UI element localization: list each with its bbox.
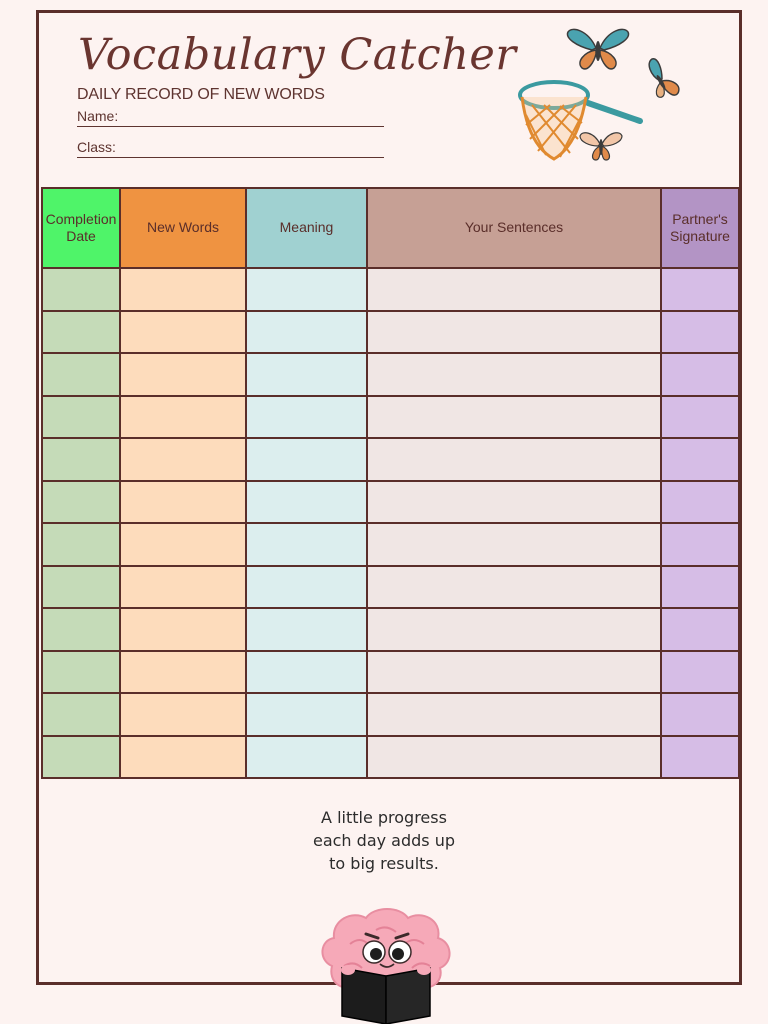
signature-cell[interactable] [661, 608, 739, 651]
table-row [42, 608, 739, 651]
new-words-cell[interactable] [120, 311, 246, 354]
sentences-cell[interactable] [367, 736, 661, 779]
new-words-cell[interactable] [120, 566, 246, 609]
class-label: Class: [77, 139, 116, 155]
completion-date-cell[interactable] [42, 481, 120, 524]
butterfly-icon [578, 128, 624, 164]
table-row [42, 651, 739, 694]
table-row [42, 736, 739, 779]
meaning-cell[interactable] [246, 651, 367, 694]
column-header-partners-signature: Partner's Signature [661, 188, 739, 268]
table-row [42, 481, 739, 524]
new-words-cell[interactable] [120, 438, 246, 481]
completion-date-cell[interactable] [42, 736, 120, 779]
signature-cell[interactable] [661, 438, 739, 481]
completion-date-cell[interactable] [42, 608, 120, 651]
motivational-quote [234, 806, 534, 875]
table-row [42, 693, 739, 736]
new-words-cell[interactable] [120, 353, 246, 396]
new-words-cell[interactable] [120, 693, 246, 736]
name-field[interactable] [77, 126, 384, 127]
sentences-cell[interactable] [367, 651, 661, 694]
name-label: Name: [77, 108, 119, 124]
signature-cell[interactable] [661, 651, 739, 694]
signature-cell[interactable] [661, 268, 739, 311]
meaning-cell[interactable] [246, 693, 367, 736]
new-words-cell[interactable] [120, 736, 246, 779]
meaning-cell[interactable] [246, 608, 367, 651]
signature-cell[interactable] [661, 523, 739, 566]
meaning-cell[interactable] [246, 566, 367, 609]
column-header-meaning: Meaning [246, 188, 367, 268]
column-header-your-sentences: Your Sentences [367, 188, 661, 268]
table-row [42, 311, 739, 354]
sentences-cell[interactable] [367, 268, 661, 311]
completion-date-cell[interactable] [42, 438, 120, 481]
meaning-cell[interactable] [246, 438, 367, 481]
table-row [42, 268, 739, 311]
column-header-new-words: New Words [120, 188, 246, 268]
meaning-cell[interactable] [246, 523, 367, 566]
table-header-row [42, 188, 739, 268]
table-row [42, 396, 739, 439]
table-row [42, 438, 739, 481]
quote-line: each day adds up [312, 831, 456, 850]
butterfly-icon [562, 24, 634, 74]
sentences-cell[interactable] [367, 353, 661, 396]
table-body [42, 268, 739, 778]
new-words-cell[interactable] [120, 523, 246, 566]
completion-date-cell[interactable] [42, 566, 120, 609]
meaning-cell[interactable] [246, 268, 367, 311]
meaning-cell[interactable] [246, 396, 367, 439]
quote-line: to big results. [329, 854, 439, 873]
meaning-cell[interactable] [246, 481, 367, 524]
brain-reading-book-icon [316, 904, 456, 1024]
meaning-cell[interactable] [246, 736, 367, 779]
sentences-cell[interactable] [367, 523, 661, 566]
completion-date-cell[interactable] [42, 693, 120, 736]
table-row [42, 566, 739, 609]
sentences-cell[interactable] [367, 438, 661, 481]
page-subtitle: DAILY RECORD OF NEW WORDS [77, 86, 325, 103]
column-header-completion-date: Completion Date [42, 188, 120, 268]
completion-date-cell[interactable] [42, 353, 120, 396]
class-field[interactable] [77, 157, 384, 158]
meaning-cell[interactable] [246, 353, 367, 396]
new-words-cell[interactable] [120, 481, 246, 524]
new-words-cell[interactable] [120, 651, 246, 694]
sentences-cell[interactable] [367, 311, 661, 354]
signature-cell[interactable] [661, 311, 739, 354]
quote-line: A little progress [321, 808, 447, 827]
signature-cell[interactable] [661, 566, 739, 609]
signature-cell[interactable] [661, 353, 739, 396]
page-title: Vocabulary Catcher [78, 30, 517, 80]
signature-cell[interactable] [661, 396, 739, 439]
sentences-cell[interactable] [367, 693, 661, 736]
new-words-cell[interactable] [120, 608, 246, 651]
completion-date-cell[interactable] [42, 268, 120, 311]
sentences-cell[interactable] [367, 396, 661, 439]
signature-cell[interactable] [661, 481, 739, 524]
sentences-cell[interactable] [367, 608, 661, 651]
table-row [42, 523, 739, 566]
signature-cell[interactable] [661, 736, 739, 779]
table-row [42, 353, 739, 396]
completion-date-cell[interactable] [42, 523, 120, 566]
sentences-cell[interactable] [367, 566, 661, 609]
completion-date-cell[interactable] [42, 396, 120, 439]
butterfly-icon [640, 57, 684, 103]
completion-date-cell[interactable] [42, 651, 120, 694]
completion-date-cell[interactable] [42, 311, 120, 354]
meaning-cell[interactable] [246, 311, 367, 354]
new-words-cell[interactable] [120, 396, 246, 439]
vocabulary-table [41, 187, 740, 779]
new-words-cell[interactable] [120, 268, 246, 311]
signature-cell[interactable] [661, 693, 739, 736]
sentences-cell[interactable] [367, 481, 661, 524]
